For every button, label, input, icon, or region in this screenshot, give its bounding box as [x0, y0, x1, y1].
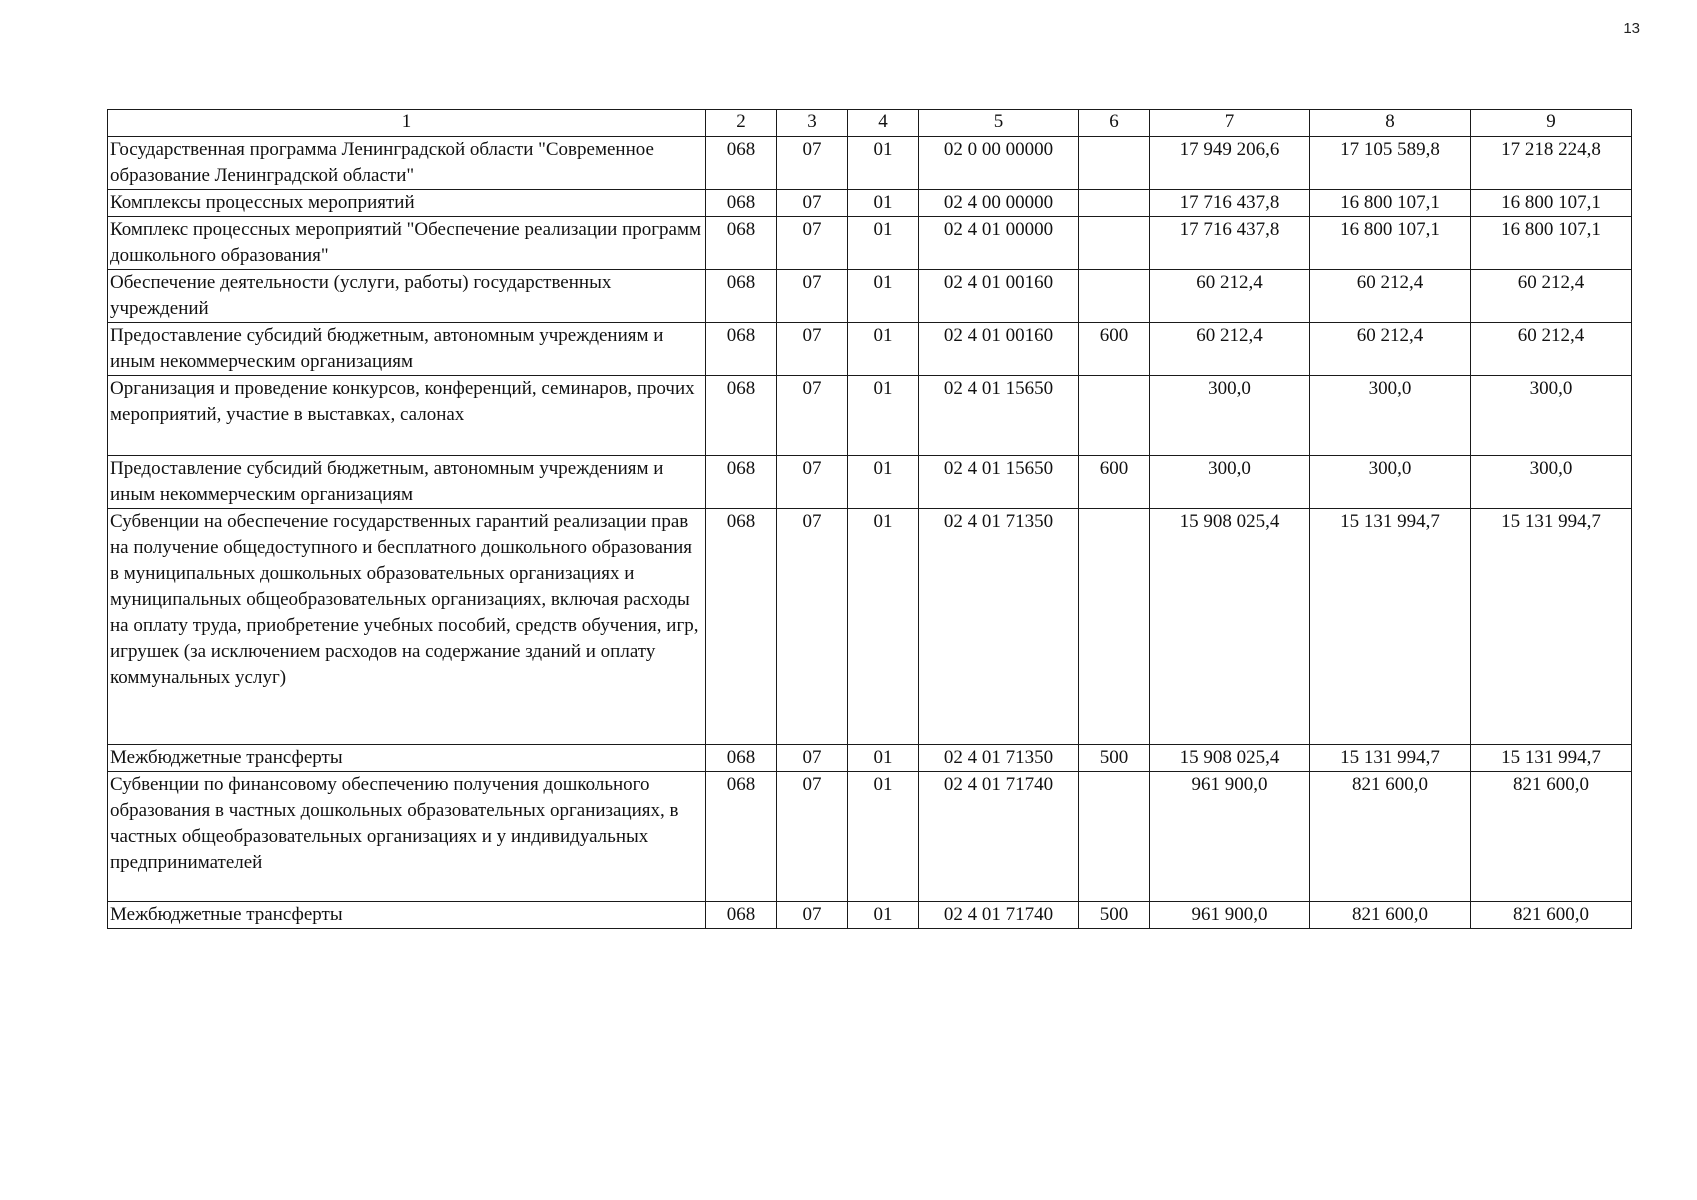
table-header-row [108, 110, 1632, 137]
cell-col5: 02 4 01 00000 [919, 217, 1079, 270]
table-row [108, 456, 1632, 509]
cell-col4: 01 [848, 772, 919, 902]
cell-col5: 02 4 01 71740 [919, 902, 1079, 929]
cell-col4: 01 [848, 902, 919, 929]
cell-col4: 01 [848, 190, 919, 217]
cell-col6 [1079, 509, 1150, 745]
cell-col3: 07 [777, 323, 848, 376]
cell-col9: 16 800 107,1 [1471, 190, 1632, 217]
header-cell: 3 [777, 110, 848, 137]
row-name: Комплексы процессных мероприятий [108, 190, 706, 217]
row-name: Организация и проведение конкурсов, конференций, семинаров, прочих мероприятий, участие в выставках, салонах [108, 376, 706, 456]
cell-col6 [1079, 137, 1150, 190]
cell-col8: 17 105 589,8 [1310, 137, 1471, 190]
cell-col6: 600 [1079, 323, 1150, 376]
cell-col3: 07 [777, 772, 848, 902]
cell-col3: 07 [777, 217, 848, 270]
cell-col6 [1079, 270, 1150, 323]
cell-col7: 15 908 025,4 [1150, 509, 1310, 745]
cell-col4: 01 [848, 456, 919, 509]
table-row [108, 323, 1632, 376]
cell-col9: 821 600,0 [1471, 902, 1632, 929]
cell-col2: 068 [706, 137, 777, 190]
cell-col4: 01 [848, 509, 919, 745]
cell-col3: 07 [777, 376, 848, 456]
budget-table [107, 109, 1632, 929]
header-cell: 4 [848, 110, 919, 137]
cell-col4: 01 [848, 745, 919, 772]
row-name: Межбюджетные трансферты [108, 902, 706, 929]
cell-col5: 02 4 01 00160 [919, 270, 1079, 323]
cell-col2: 068 [706, 509, 777, 745]
header-cell: 6 [1079, 110, 1150, 137]
row-name: Предоставление субсидий бюджетным, автономным учреждениям и иным некоммерческим организациям [108, 456, 706, 509]
cell-col5: 02 4 01 71350 [919, 509, 1079, 745]
table-row [108, 190, 1632, 217]
cell-col3: 07 [777, 745, 848, 772]
table-row [108, 270, 1632, 323]
cell-col9: 15 131 994,7 [1471, 745, 1632, 772]
header-cell: 2 [706, 110, 777, 137]
cell-col2: 068 [706, 772, 777, 902]
cell-col2: 068 [706, 376, 777, 456]
cell-col5: 02 4 01 15650 [919, 456, 1079, 509]
cell-col8: 16 800 107,1 [1310, 217, 1471, 270]
header-cell: 8 [1310, 110, 1471, 137]
cell-col8: 16 800 107,1 [1310, 190, 1471, 217]
cell-col5: 02 4 01 71350 [919, 745, 1079, 772]
cell-col7: 60 212,4 [1150, 270, 1310, 323]
cell-col4: 01 [848, 323, 919, 376]
row-name: Обеспечение деятельности (услуги, работы) государственных учреждений [108, 270, 706, 323]
cell-col5: 02 4 00 00000 [919, 190, 1079, 217]
header-cell: 5 [919, 110, 1079, 137]
cell-col3: 07 [777, 456, 848, 509]
cell-col3: 07 [777, 509, 848, 745]
cell-col7: 17 716 437,8 [1150, 217, 1310, 270]
cell-col6 [1079, 217, 1150, 270]
cell-col8: 300,0 [1310, 456, 1471, 509]
cell-col8: 15 131 994,7 [1310, 745, 1471, 772]
cell-col3: 07 [777, 137, 848, 190]
cell-col6 [1079, 376, 1150, 456]
cell-col8: 60 212,4 [1310, 323, 1471, 376]
cell-col2: 068 [706, 902, 777, 929]
cell-col4: 01 [848, 376, 919, 456]
cell-col8: 300,0 [1310, 376, 1471, 456]
header-cell: 1 [108, 110, 706, 137]
cell-col2: 068 [706, 270, 777, 323]
cell-col7: 961 900,0 [1150, 772, 1310, 902]
cell-col7: 17 716 437,8 [1150, 190, 1310, 217]
cell-col2: 068 [706, 217, 777, 270]
cell-col2: 068 [706, 745, 777, 772]
cell-col4: 01 [848, 137, 919, 190]
cell-col7: 961 900,0 [1150, 902, 1310, 929]
cell-col6: 600 [1079, 456, 1150, 509]
cell-col9: 16 800 107,1 [1471, 217, 1632, 270]
row-name: Субвенции по финансовому обеспечению получения дошкольного образования в частных дошкольных образовательных организациях, в частных общеобразовательных организациях и у индивидуальных предпринимателей [108, 772, 706, 902]
cell-col5: 02 0 00 00000 [919, 137, 1079, 190]
cell-col8: 15 131 994,7 [1310, 509, 1471, 745]
cell-col8: 821 600,0 [1310, 902, 1471, 929]
table-row [108, 137, 1632, 190]
cell-col7: 15 908 025,4 [1150, 745, 1310, 772]
row-name: Предоставление субсидий бюджетным, автономным учреждениям и иным некоммерческим организациям [108, 323, 706, 376]
row-name: Субвенции на обеспечение государственных гарантий реализации прав на получение общедоступного и бесплатного дошкольного образования в муниципальных дошкольных образовательных организациях и муниципальных общеобразовательных организациях, включая расходы на оплату труда, приобретение учебных пособий, средств обучения, игр, игрушек (за исключением расходов на содержание зданий и оплату коммунальных услуг) [108, 509, 706, 745]
table-row [108, 376, 1632, 456]
cell-col7: 17 949 206,6 [1150, 137, 1310, 190]
table-row [108, 745, 1632, 772]
cell-col6 [1079, 190, 1150, 217]
cell-col7: 300,0 [1150, 376, 1310, 456]
cell-col3: 07 [777, 902, 848, 929]
cell-col4: 01 [848, 217, 919, 270]
cell-col6: 500 [1079, 902, 1150, 929]
cell-col8: 821 600,0 [1310, 772, 1471, 902]
cell-col9: 300,0 [1471, 376, 1632, 456]
cell-col4: 01 [848, 270, 919, 323]
cell-col9: 821 600,0 [1471, 772, 1632, 902]
cell-col2: 068 [706, 323, 777, 376]
cell-col9: 17 218 224,8 [1471, 137, 1632, 190]
table-row [108, 509, 1632, 745]
table-row [108, 217, 1632, 270]
cell-col5: 02 4 01 15650 [919, 376, 1079, 456]
table-row [108, 902, 1632, 929]
table-row [108, 772, 1632, 902]
header-cell: 9 [1471, 110, 1632, 137]
cell-col8: 60 212,4 [1310, 270, 1471, 323]
cell-col5: 02 4 01 00160 [919, 323, 1079, 376]
cell-col7: 60 212,4 [1150, 323, 1310, 376]
cell-col9: 60 212,4 [1471, 323, 1632, 376]
cell-col6 [1079, 772, 1150, 902]
cell-col2: 068 [706, 456, 777, 509]
cell-col9: 60 212,4 [1471, 270, 1632, 323]
row-name: Государственная программа Ленинградской области "Современное образование Ленинградской области" [108, 137, 706, 190]
cell-col6: 500 [1079, 745, 1150, 772]
cell-col9: 15 131 994,7 [1471, 509, 1632, 745]
row-name: Комплекс процессных мероприятий "Обеспечение реализации программ дошкольного образования" [108, 217, 706, 270]
cell-col3: 07 [777, 190, 848, 217]
cell-col9: 300,0 [1471, 456, 1632, 509]
cell-col2: 068 [706, 190, 777, 217]
cell-col7: 300,0 [1150, 456, 1310, 509]
cell-col5: 02 4 01 71740 [919, 772, 1079, 902]
header-cell: 7 [1150, 110, 1310, 137]
cell-col3: 07 [777, 270, 848, 323]
row-name: Межбюджетные трансферты [108, 745, 706, 772]
page-number: 13 [1623, 20, 1640, 37]
